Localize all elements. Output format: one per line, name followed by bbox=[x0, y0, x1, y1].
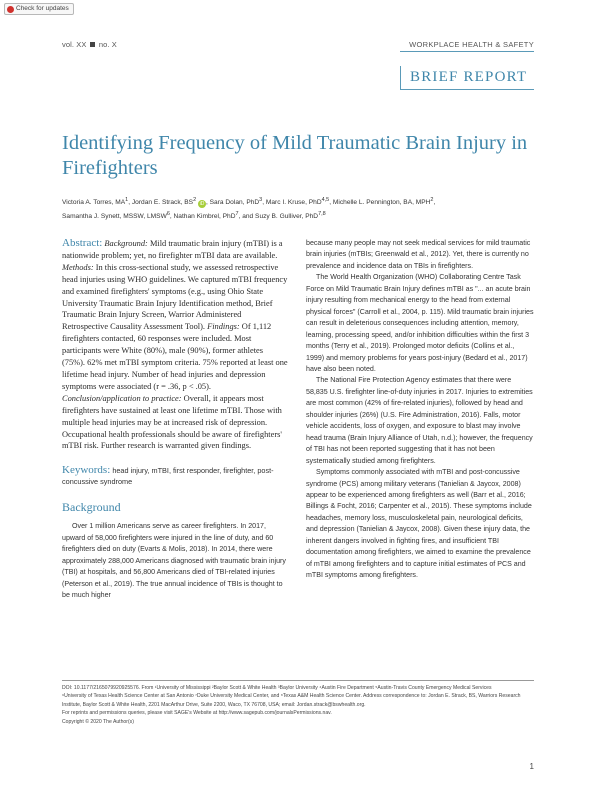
background-body bbox=[62, 521, 288, 601]
article-title: Identifying Frequency of Mild Traumatic Brain Injury in Firefighters bbox=[62, 132, 528, 179]
crossmark-icon bbox=[7, 6, 14, 13]
author-kruse: , Marc I. Kruse, PhD bbox=[262, 199, 322, 207]
affil-sup: 1 bbox=[125, 197, 129, 203]
right-column bbox=[306, 238, 534, 582]
abstract bbox=[62, 238, 288, 452]
check-for-updates-badge[interactable] bbox=[4, 3, 74, 15]
conclusion-label: Conclusion/application to practice: bbox=[62, 393, 182, 403]
affil-sup: 6 bbox=[166, 210, 170, 217]
affil-sup: 4,5 bbox=[321, 197, 330, 203]
square-separator-icon bbox=[90, 42, 95, 47]
issue-label: no. X bbox=[98, 40, 117, 49]
author-pennington: , Michelle L. Pennington, BA, MPH bbox=[329, 199, 431, 207]
author-list: Victoria A. Torres, $MA^1$, Jordan E. Strack, $BS^2$ iD , Sara Dolan, PhD$^3$, Marc I. Kruse, PhD$^{4,5}$, Michelle L. Pennington, BA, MPH$^2$, Samantha J. Synett, MSSW, LMSW$^6$, Nathan Kimbrel, PhD$^7$, and Suzy B. Gulliver, PhD$^{7,8}$ bbox=[62, 197, 436, 220]
background-paragraph: Over 1 million Americans serve as career firefighters. In 2017, upward of 58,000 firefighters were injured in the line of duty, and 60 firefighters died on duty (Evarts & Molis, 2018). In 2014, there were approximately 288,000 Americans diagnosed with traumatic brain injury (TBI) at hospitals, and 56,800 Americans died of TBI-related injuries (Peterson et al., 2019). The true annual incidence of TBIs is thought to be much higher bbox=[62, 522, 286, 600]
keywords-label: Keywords: bbox=[62, 464, 111, 477]
reprints-note: For reprints and permissions queries, please visit SAGE's Website at http://www.sagepub.com/journalsPermissions.nav. bbox=[62, 710, 332, 717]
abstract-background: Mild traumatic brain injury (mTBI) is a nationwide problem; yet, no firefighter mTBI data are available. bbox=[62, 239, 283, 260]
background-heading: Background bbox=[62, 500, 121, 515]
methods-label: Methods: bbox=[62, 262, 94, 272]
author-synett: Samantha J. Synett, MSSW, LMSW bbox=[62, 212, 167, 220]
abstract-label: Abstract: bbox=[62, 237, 103, 249]
header-rule bbox=[400, 51, 534, 52]
author-strack: , Jordan E. Strack, BS bbox=[128, 199, 194, 207]
copyright-note: Copyright © 2020 The Author(s) bbox=[62, 718, 134, 725]
keywords bbox=[62, 465, 288, 487]
abstract-methods: In this cross-sectional study, we assessed retrospective head injuries using WHO guidelines. We captured mTBI frequency and examined firefighters' symptoms (e.g., using Ohio State University Traumatic Brain Injury Identification method, Brief Traumatic Brain Injury Screen, Warrior Administered Retrospective Causality Assessment Tool). bbox=[62, 262, 288, 332]
abstract-conclusion: Overall, it appears most firefighters have sustained at least one lifetime mTBI. Those with multiple head injuries may be at increased risk of depression. Occupational health professionals should be aware of firefighters' mTBI risk. Further research is warranted given findings. bbox=[62, 393, 282, 451]
check-for-updates-label: Check for updates bbox=[16, 5, 69, 12]
paragraph: because many people may not seek medical services for mild traumatic brain injuries (mTBIs; Greenwald et al., 2012). Yet, there is currently no prevalence and incidence data on TBIs in firefighters. bbox=[306, 239, 531, 270]
doi-affiliations: DOI: 10.1177/2165079920925576. From ¹University of Mississippi ²Baylor Scott & White Health ³Baylor University ⁴Austin Fire Department ⁵Austin-Travis County Emergency Medical Services bbox=[62, 685, 492, 691]
author-kimbrel: , Nathan Kimbrel, PhD bbox=[169, 212, 236, 220]
findings-label: Findings: bbox=[207, 322, 240, 332]
orcid-icon[interactable]: iD bbox=[199, 201, 205, 208]
affil-sup: 3 bbox=[259, 197, 263, 203]
affil-sup: 7,8 bbox=[318, 210, 326, 217]
author-torres: Victoria A. Torres, MA bbox=[62, 199, 126, 207]
affil-sup: 7 bbox=[235, 210, 239, 217]
affil-sup: 2 bbox=[430, 197, 434, 203]
running-head-issue bbox=[62, 40, 117, 49]
paragraph: Symptoms commonly associated with mTBI and post-concussive syndrome (PCS) among military veterans (Tanielian & Jaycox, 2008) appear to be experienced among firefighters as well (Barr et al., 2016; Billings & Focht, 2016; Carpenter et al., 2015). These symptoms include headaches, memory loss, musculoskeletal pain, neurological deficits, and depression (Tanielian & Jaycox, 2008). Given these injury data, the inherent dangers involved in fighting fires, and insufficient TBI documentation among firefighters, we aimed to examine the prevalence of mTBI among firefighters and to capture initial estimates of PCS and mTBI symptoms among firefighters. bbox=[306, 468, 532, 580]
left-column bbox=[62, 238, 288, 601]
paragraph: The World Health Organization (WHO) Collaborating Centre Task Force on Mild Traumatic Brain Injury defines mTBI as "... an acute brain injury resulting from mechanical energy to the head from external physical forces" (Carroll et al., 2004, p. 115). Mild traumatic brain injuries can result in deleterious consequences including attention, memory, learning, processing speed, and/or inhibition difficulties within the first 3 months (Terry et al., 2019). Prolonged motor deficits (Collins et al., 1999) and memory problems for years post-injury (Bedard et al., 2017) have also been noted. bbox=[306, 273, 534, 373]
footnotes bbox=[62, 684, 534, 726]
volume-label: vol. XX bbox=[62, 40, 87, 49]
author-gulliver: , and Suzy B. Gulliver, PhD bbox=[238, 212, 319, 220]
keywords-text: head injury, mTBI, first responder, firefighter, post-concussive syndrome bbox=[62, 466, 274, 487]
page-number: 1 bbox=[529, 762, 534, 771]
background-label: Background: bbox=[104, 239, 148, 248]
footnote-divider bbox=[62, 680, 534, 681]
paragraph: The National Fire Protection Agency estimates that there were 58,835 U.S. firefighter line-of-duty injuries in 2017. Injuries to extremities are most common (42% of fire-related injuries), followed by head and shoulder injuries (26%) (U.S. Fire Administration, 2016). Falls, motor vehicle accidents, loss of oxygen, and exposure to blast may involve head trauma (Brain Injury Alliance of Utah, n.d.); however, the frequency of TBI has not been reported suggesting that it has not been systematically studied among firefighters. bbox=[306, 376, 533, 465]
abstract-findings: Of 1,112 firefighters contacted, 60 responses were included. Most participants were White (80%), male (90%), former athletes (75%). 62% met mTBI symptom criteria. 75% reported at least one lifetime head injury. Number of head injuries and depression symptoms were associated (r = .36, p < .05). bbox=[62, 322, 288, 391]
author-dolan: , Sara Dolan, PhD bbox=[206, 199, 260, 207]
affil-sup: 2 bbox=[193, 197, 197, 203]
running-head-journal: WORKPLACE HEALTH & SAFETY bbox=[409, 40, 534, 49]
section-label: BRIEF REPORT bbox=[400, 66, 534, 90]
affiliations-correspondence: ⁶University of Texas Health Science Center at San Antonio ⁷Duke University Medical Center, and ⁸Texas A&M Health Science Center. Address correspondence to: Jordan E. Strack, BS, Warriors Research Institute, Baylor Scott & White Health, 2201 MacArthur Drive, Suite 2200, Waco, TX 76708, USA; email: Jordan.strack@bswhealth.org. bbox=[62, 693, 521, 708]
